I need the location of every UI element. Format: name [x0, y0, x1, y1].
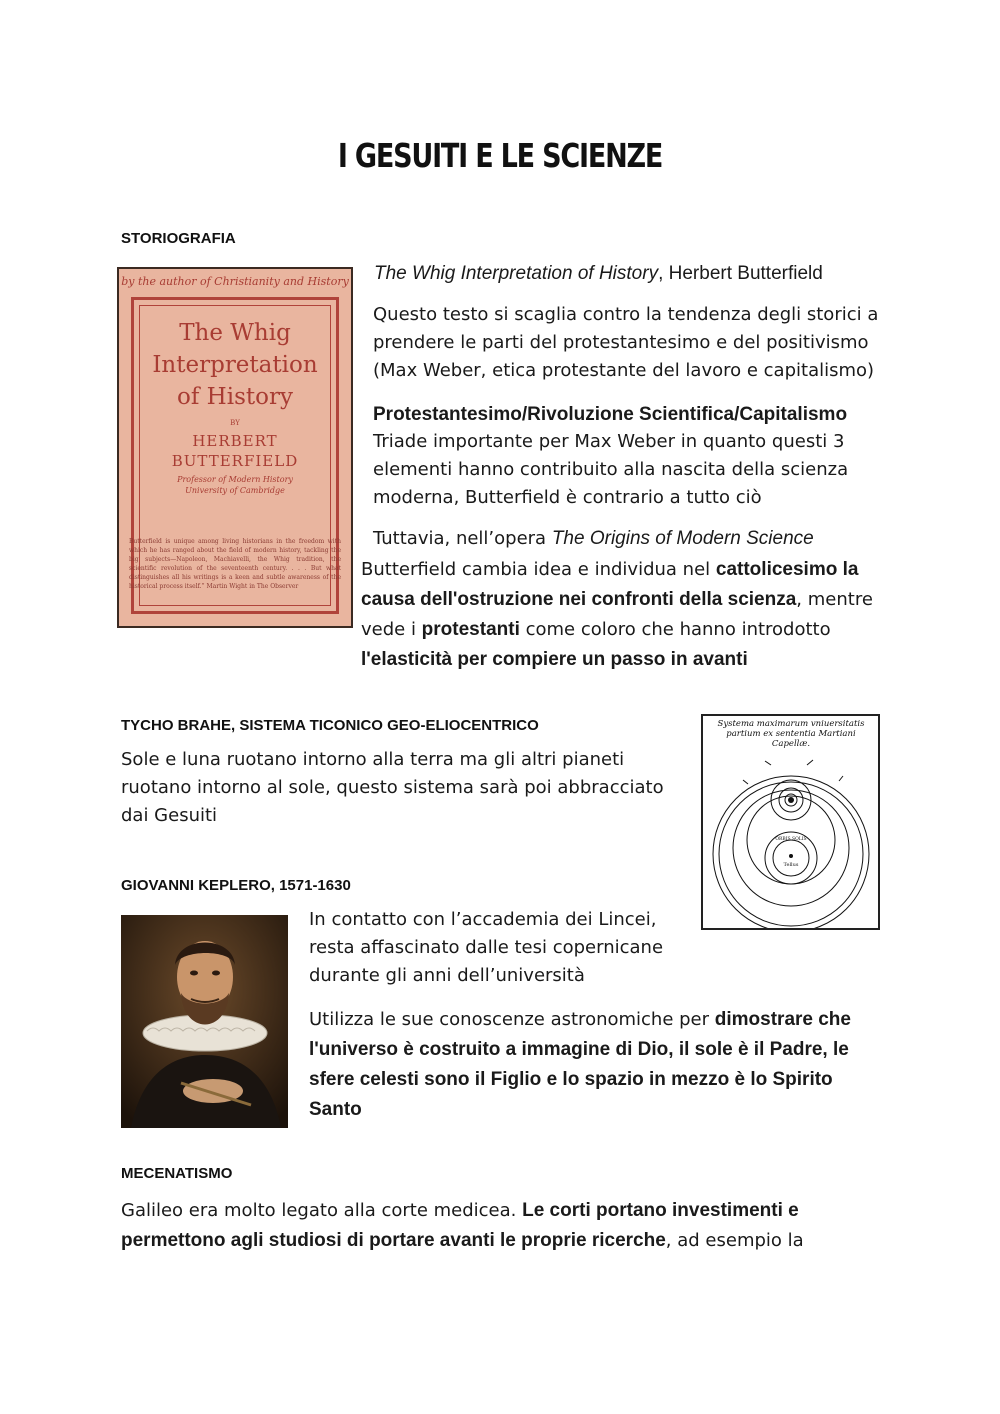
paragraph-storiografia-3	[361, 555, 881, 675]
page-title: I GESUITI E LE SCIENZE	[337, 136, 663, 175]
book-cover-title	[119, 317, 351, 413]
diagram-svg	[703, 716, 878, 928]
p3-book-title: The Origins of Modern Science	[551, 528, 814, 549]
mecenatismo-text-c: , ad esempio la	[665, 1230, 804, 1251]
diagram-caption-line: Capellæ.	[771, 739, 811, 749]
section-heading-mecenatismo: MECENATISMO	[121, 1165, 233, 1182]
diagram-label-earth: Tellus	[783, 862, 799, 868]
book-cover-subtitle	[119, 474, 351, 496]
book-cover-image	[117, 267, 353, 628]
paragraph-mecenatismo	[121, 1196, 861, 1256]
star-mark-icon	[743, 780, 748, 784]
triade-heading: Protestantesimo/Rivoluzione Scientifica/Capitalismo	[373, 404, 848, 425]
mecenatismo-text-a: Galileo era molto legato alla corte medicea.	[121, 1200, 523, 1221]
p3-text-a: Tuttavia, nell’opera	[373, 528, 552, 549]
book-reference	[374, 260, 894, 287]
book-cover-author-line: HERBERT	[192, 432, 278, 450]
orbit-saturn	[733, 790, 849, 906]
sun-icon	[788, 797, 794, 803]
portrait-eye-left	[190, 971, 198, 976]
tychonic-system-diagram	[701, 714, 880, 930]
star-mark-icon	[807, 760, 813, 765]
book-cover-blurb: Butterfield is unique among living historians in the freedom with which he has ranged about the field of modern history, tackling the big subjects—Napoleon, Machiavelli, the Whig tradition, the scientific revolution of the seventeenth century. . . . But what distinguishes all his writings is a keen and subtle awareness of the historical process itself.” Martin Wight in The Observer	[129, 538, 341, 590]
book-cover-author-line: BUTTERFIELD	[171, 452, 299, 470]
kepler-portrait-image	[121, 915, 288, 1128]
section-heading-storiografia: STORIOGRAFIA	[121, 230, 236, 247]
diagram-label-orbit-sun: ORBIS SOLIS	[775, 837, 807, 842]
mecenatismo-bold: Le corti portano investimenti e permettono agli studiosi di portare avanti le proprie ricerche	[121, 1200, 799, 1251]
paragraph-tycho: Sole e luna ruotano intorno alla terra ma gli altri pianeti ruotano intorno al sole, questo sistema sarà poi abbracciato dai Gesuiti	[121, 749, 664, 826]
paragraph-storiografia-3-line1	[373, 525, 893, 553]
book-cover-by: BY	[230, 419, 240, 427]
star-mark-icon	[839, 776, 843, 781]
book-author: , Herbert Butterfield	[658, 263, 823, 284]
p3-text-e: , mentre vede i	[361, 589, 873, 640]
p3-text-g: come coloro che hanno introdotto	[519, 619, 831, 640]
paragraph-storiografia-2: Triade importante per Max Weber in quanto questi 3 elementi hanno contribuito alla nascita della scienza moderna, Butterfield è contrario a tutto ciò	[373, 431, 849, 508]
p3-bold-f: protestanti	[421, 619, 520, 640]
earth-icon	[789, 854, 793, 858]
book-cover-title-line: of History	[177, 384, 293, 410]
diagram-caption-line: Systema maximarum vniuersitatis	[717, 719, 865, 729]
book-cover-author	[119, 431, 351, 471]
paragraph-keplero-1: In contatto con l’accademia dei Lincei, resta affascinato dalle tesi copernicane durante gli anni dell’università	[309, 909, 664, 986]
book-cover-subtitle-line: University of Cambridge	[185, 486, 285, 495]
paragraph-triade	[373, 401, 913, 429]
keplero-p2-bold: dimostrare che l'universo è costruito a immagine di Dio, il sole è il Padre, le sfere celesti sono il Figlio e lo spazio in mezzo è lo Spirito Santo	[309, 1009, 851, 1120]
keplero-p2-text: Utilizza le sue conoscenze astronomiche per	[309, 1009, 715, 1030]
portrait-svg	[121, 915, 288, 1128]
p3-text-c: Butterfield cambia idea e individua nel	[361, 559, 716, 580]
paragraph-storiografia-1: Questo testo si scaglia contro la tendenza degli storici a prendere le parti del protestantesimo e del positivismo (Max Weber, etica protestante del lavoro e capitalismo)	[373, 304, 879, 381]
p3-bold-d: cattolicesimo la causa dell'ostruzione nei confronti della scienza	[361, 559, 859, 610]
section-heading-tycho: TYCHO BRAHE, SISTEMA TICONICO GEO-ELIOCENTRICO	[121, 717, 539, 734]
section-heading-keplero: GIOVANNI KEPLERO, 1571-1630	[121, 877, 351, 894]
book-cover-title-line: Interpretation	[152, 352, 318, 378]
diagram-caption-line: partium ex sententia Martiani	[726, 729, 856, 739]
book-cover-subtitle-line: Professor of Modern History	[177, 475, 293, 484]
star-mark-icon	[765, 761, 771, 765]
paragraph-keplero-2	[309, 1005, 889, 1125]
book-cover-title-line: The Whig	[179, 320, 291, 346]
p3-bold-h: l'elasticità per compiere un passo in avanti	[361, 649, 748, 670]
book-title: The Whig Interpretation of History	[374, 263, 659, 284]
book-cover-top-line: by the author of Christianity and History	[121, 275, 349, 288]
portrait-eye-right	[212, 971, 220, 976]
